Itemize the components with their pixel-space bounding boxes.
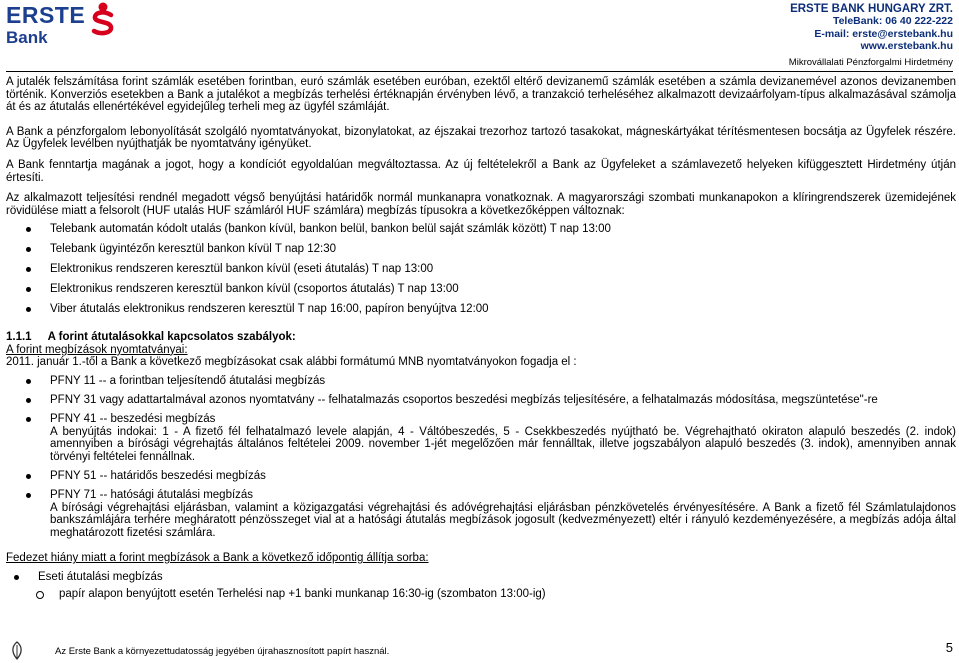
document-subtitle: Mikrovállalati Pénzforgalmi Hirdetmény	[788, 57, 953, 68]
section-heading	[6, 331, 956, 344]
bullet-icon	[26, 267, 31, 272]
sub-heading: A forint megbízások nyomtatványai:	[6, 343, 188, 356]
recycle-leaf-icon	[8, 641, 26, 661]
section-number: 1.1.1	[6, 331, 32, 344]
list-item: Elektronikus rendszeren keresztül bankon kívül (csoportos átutalás) T nap 13:00	[6, 283, 956, 296]
list-item: Eseti átutalási megbízás	[6, 571, 956, 584]
header-divider	[6, 71, 953, 72]
list-item: PFNY 31 vagy adattartalmával azonos nyomtatvány -- felhatalmazás csoportos beszedési megbízás teljesítésére, a felhatalmazás módosítása, megszüntetése"-re	[6, 394, 956, 407]
bullet-icon	[26, 247, 31, 252]
website-line: www.erstebank.hu	[860, 39, 953, 52]
bullet-icon	[26, 474, 31, 479]
bullet-icon	[26, 287, 31, 292]
bank-name: ERSTE BANK HUNGARY ZRT.	[790, 3, 953, 15]
paragraph-forms: A Bank a pénzforgalom lebonyolítását szolgáló nyomtatványokat, bizonylatokat, az éjszakai trezorhoz tartozó tasakokat, mágneskártyákat térítésmentesen bocsátja az Ügyfelek részére. Az Ügyfelek levélben nyújthatják be nyomtatvány igényüket.	[6, 125, 956, 151]
list-item: papír alapon benyújtott esetén Terhelési nap +1 banki munkanap 16:30-ig (szombaton 13:00-ig)	[6, 588, 956, 601]
paragraph-commission: A jutalék felszámítása forint számlák esetében forintban, euró számlák esetében euróban, ezektől eltérő devizanemű számlák esetében a számla devizanemével azonos devizanemben történik. Konverziós esetekben a Bank a jutalékot a megbízás terhelési értéknapján érvényben lévő, a tranzakció terheléséhez alkalmazott devizaárfolyam-típus alkalmazásával számolja át és az átutalás ellenértékével egyidejűleg terheli meg az ügyfél számláját.	[6, 76, 956, 114]
erste-s-logo-icon	[90, 2, 116, 36]
bullet-icon	[26, 398, 31, 403]
list-item: PFNY 41 -- beszedési megbízás A benyújtás indokai: 1 - A fizető fél felhatalmazó levele alapján, 4 - Váltóbeszedés, 5 - Csekkbeszedés nyújtható be. Végrehajtható okiraton alapuló beszedés (2. indok) amennyiben a bírósági végrehajtás általános feltételei 2009. november 1-jét megelőzően már fennálltak, illetve jogszabályon alapuló beszedés (3. indok), amennyiben annak törvényi feltételei fennállnak.	[6, 413, 956, 463]
page-number: 5	[945, 640, 953, 655]
list-item: PFNY 11 -- a forintban teljesítendő átutalási megbízás	[6, 375, 956, 388]
email-line: E-mail: erste@erstebank.hu	[814, 27, 953, 40]
list-item: Telebank automatán kódolt utalás (bankon kívül, bankon belül, bankon belül saját számlák között) T nap 13:00	[6, 223, 956, 236]
logo-subtext: Bank	[6, 28, 48, 47]
bullet-icon	[26, 227, 31, 232]
section-title: A forint átutalásokkal kapcsolatos szabályok:	[47, 331, 296, 344]
bullet-icon	[26, 379, 31, 384]
paragraph-conditions: A Bank fenntartja magának a jogot, hogy a kondíciót egyoldalúan megváltoztassa. Az új feltételekről a Bank az Ügyfeleket a számlavezető helyeken kifüggesztett Hirdetmény útján értesíti.	[6, 158, 956, 184]
deadline-list	[6, 571, 956, 601]
footer-note: Az Erste Bank a környezettudatosság jegyében újrahasznosított papírt használ.	[55, 646, 390, 657]
deadline-heading: Fedezet hiány miatt a forint megbízások a Bank a következő időpontig állítja sorba:	[6, 552, 429, 565]
telebank-line: TeleBank: 06 40 222-222	[832, 15, 953, 28]
contact-block	[790, 3, 953, 52]
logo-wordmark: ERSTE	[6, 2, 86, 28]
erste-logo	[6, 2, 116, 48]
bullet-icon	[26, 417, 31, 422]
saturday-deadline-list	[6, 223, 956, 316]
ring-bullet-icon	[36, 591, 44, 599]
bullet-icon	[26, 307, 31, 312]
list-item: Elektronikus rendszeren keresztül bankon kívül (eseti átutalás) T nap 13:00	[6, 263, 956, 276]
document-body	[6, 76, 956, 601]
paragraph-deadlines: Az alkalmazott teljesítési rendnél megadott végső benyújtási határidők normál munkanapra vonatkoznak. A magyarországi szombati munkanapokon a klíringrendszerek üzemidejének rövidülése miatt a felsorolt (HUF utalás HUF számláról HUF számlára) megbízás típusokra a következőképpen változnak:	[6, 192, 956, 217]
bullet-icon	[14, 575, 19, 580]
list-item: PFNY 51 -- határidős beszedési megbízás	[6, 470, 956, 483]
list-item: PFNY 71 -- hatósági átutalási megbízás A bírósági végrehajtási eljárásban, valamint a közigazgatási végrehajtási és adóvégrehajtási eljárásban pénzkövetelés érvényesítésére. A Bank a fizető fél Számlatulajdonos bankszámlájára terhére megháratott pénzösszeget vial at a hatósági átutalás megbízások jogosult (kedvezményezett) eltér i rányuló kezdeményezésére, a megbízás adója által meghatározott fizetési számlára.	[6, 489, 956, 539]
list-item: Viber átutalás elektronikus rendszeren keresztül T nap 16:00, papíron benyújtva 12:00	[6, 303, 956, 316]
bullet-icon	[26, 493, 31, 498]
list-item: Telebank ügyintézőn keresztül bankon kívül T nap 12:30	[6, 243, 956, 256]
intro-line: 2011. január 1.-től a Bank a következő megbízásokat csak alábbi formátumú MNB nyomtatványokon fogadja el :	[6, 356, 577, 369]
form-types-list	[6, 375, 956, 540]
